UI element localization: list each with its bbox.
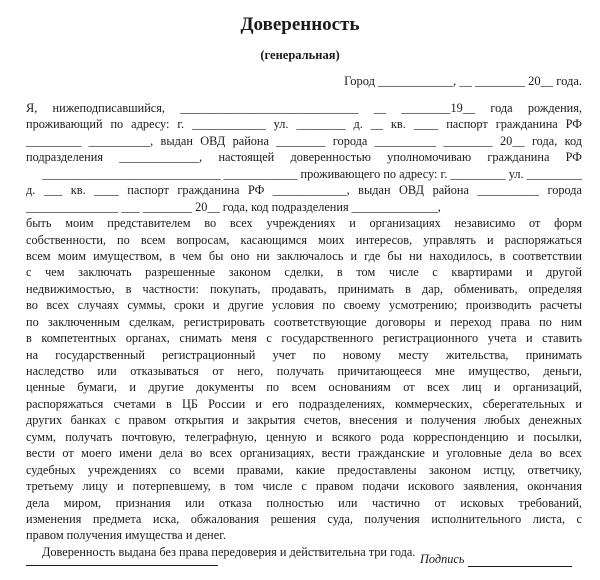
body-line: правом получения имущества и денег. — [26, 528, 226, 543]
body-line: сумм, получать почтовую, телеграфную, ценную и всякого рода корреспонденцию и посылки, — [26, 429, 582, 444]
signature-block — [420, 552, 582, 567]
document-subtitle: (генеральная) — [260, 48, 340, 62]
document-body — [26, 100, 582, 560]
body-line: судебных учреждениях со всеми правами, какие предоставлены законом истцу, ответчику, — [26, 462, 582, 477]
body-line: _____________________________ ____________ проживающего по адресу: г. _________ ул. _________ — [42, 166, 582, 181]
body-line: изменения предмета иска, обжалования решения суда, получения исполнительного листа, с — [26, 511, 582, 526]
body-line: распоряжаться счетами в ЦБ России и его подразделениях, коммерческих, сберегательных и — [26, 396, 582, 411]
body-line: других банках с правом открытия и закрытия счетов, внесения и получения любых денежных — [26, 413, 582, 428]
body-line: Я, нижеподписавшийся, _____________________________ __ ________19__ года рождения, — [26, 101, 582, 115]
body-line: дела миром, признания или отказа полностью или частично от исковых требований, — [26, 495, 582, 510]
signature-date-blank — [26, 565, 218, 566]
body-line: всем моим имуществом, в чем бы оно ни заключалось и где бы ни находилось, в соответствии — [26, 248, 582, 263]
body-line: наследство или отказываться от него, получать причитающееся мне имущество, деньги, — [26, 364, 582, 378]
body-line: на государственный регистрационный учет по новому месту жительства, принимать — [26, 347, 582, 362]
body-line: в компетентных органах, снимать меня с государственного регистрационного учета и ставить — [26, 331, 582, 346]
body-line: по заключенным сделкам, регистрировать соответствующие договоры и переход права по ним — [26, 314, 582, 329]
signature-blank — [468, 555, 572, 567]
body-line: _________ __________, выдан ОВД района ________ города __________ ________ 20__ года, код — [26, 133, 582, 148]
body-line: собственности, по всем вопросам, касающимся моих интересов, управлять и распоряжаться — [26, 232, 582, 247]
signature-label: Подпись — [420, 552, 465, 566]
body-line: вести от моего имени дела во всех организациях, вести гражданские и уголовные дела во всех — [26, 446, 582, 461]
body-line: _______________ ___ ________ 20__ года, код подразделения ______________, — [26, 199, 441, 214]
body-line: Доверенность выдана без права передоверия и действительна три года. — [42, 544, 416, 559]
body-line: с чем заключать разрешенные законом сделки, в том числе с квартирами и другой — [26, 265, 582, 280]
city-date-line: Город ____________, __ ________ 20__ года. — [344, 74, 582, 88]
document-title: Доверенность — [240, 14, 360, 35]
body-line: д. ___ кв. ____ паспорт гражданина РФ ____________, выдан ОВД района __________ города — [26, 183, 582, 198]
body-line: ценные бумаги, и другие документы по всем основаниям от всех лиц и организаций, — [26, 380, 582, 395]
body-line: проживающий по адресу: г. ____________ ул. ________ д. __ кв. ____ паспорт гражданина РФ — [26, 117, 582, 132]
body-line: подразделения _____________, настоящей доверенностью уполномочиваю гражданина РФ — [26, 150, 582, 165]
body-line: во всех случаях суммы, сроки и другие условия по своему усмотрению; производить расчеты — [26, 298, 582, 313]
body-line: третьему лицу и потерпевшему, в том числе с правом подачи искового заявления, окончания — [26, 479, 582, 494]
body-line: быть моим представителем во всех учреждениях и организациях независимо от форм — [26, 216, 582, 231]
body-line: недвижимостью, в частности: покупать, продавать, принимать в дар, обменивать, определяя — [26, 281, 582, 296]
